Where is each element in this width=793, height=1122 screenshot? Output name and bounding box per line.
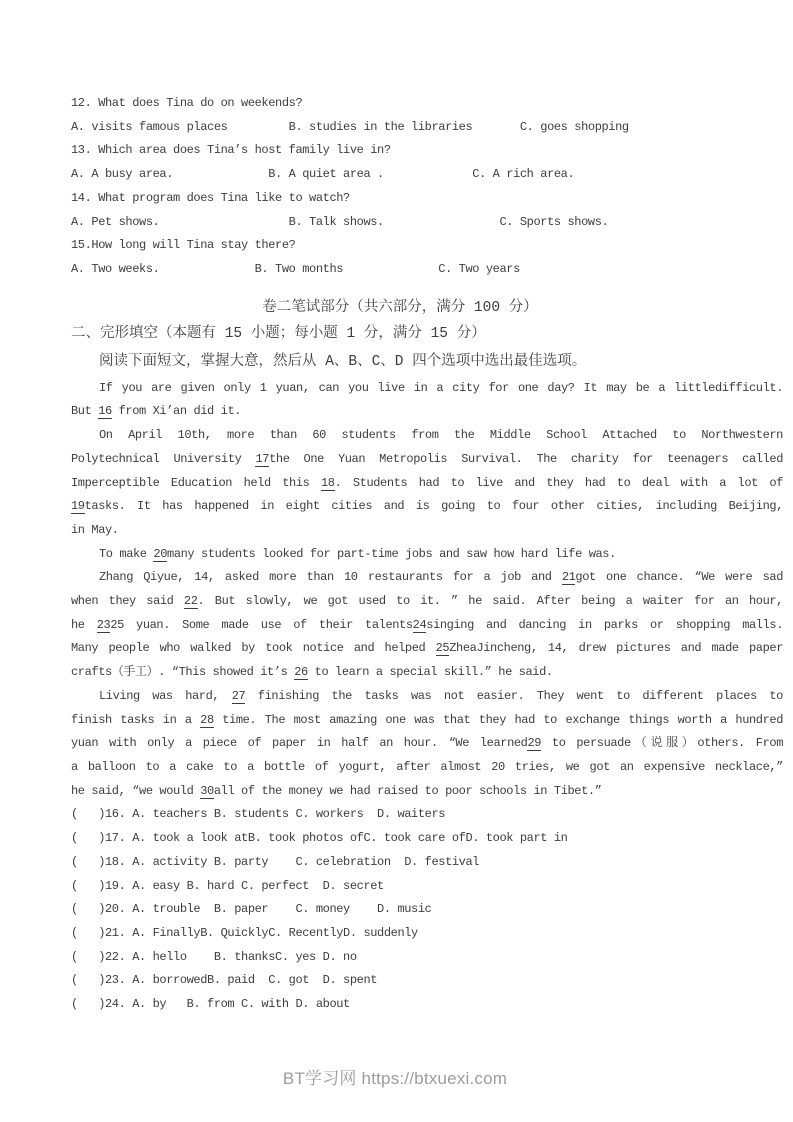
text-line: 15.How long will Tina stay there? (71, 238, 296, 253)
cloze-blank: 29 (527, 736, 542, 751)
cloze-blank: 26 (294, 665, 308, 680)
text-line: A. A busy area. B. A quiet area . C. A rich area. (71, 167, 575, 182)
text-line: he 2325 yuan. Some made use of their talents24singing and dancing in parks or shopping malls. (71, 617, 784, 632)
text-line: crafts（手工）. “This showed it’s 26 to learn a special skill.” he said. (71, 665, 553, 680)
cloze-blank: 25 (435, 641, 450, 656)
text-line: ( )17. A. took a look atB. took photos ofC. took care ofD. took part in (71, 831, 568, 846)
text-line: ( )21. A. FinallyB. QuicklyC. RecentlyD. suddenly (71, 925, 418, 940)
cloze-blank: 17 (255, 451, 270, 466)
part2-title: 卷二笔试部分（共六部分，满分 100 分） (262, 299, 538, 316)
cloze-blank: 19 (71, 499, 85, 514)
text-line: A. visits famous places B. studies in the libraries C. goes shopping (71, 119, 629, 134)
text-line: 14. What program does Tina like to watch? (71, 190, 350, 205)
text-line: when they said 22. But slowly, we got used to it. ” he said. After being a waiter for an hour, (71, 594, 783, 609)
text-line: Polytechnical University 17the One Yuan Metropolis Survival. The charity for teenagers called (71, 451, 783, 466)
text-line: To make 20many students looked for part-time jobs and saw how hard life was. (99, 546, 616, 561)
text-line: ( )19. A. easy B. hard C. perfect D. secret (71, 878, 384, 893)
text-line: ( )24. A. by B. from C. with D. about (71, 997, 350, 1012)
text-line: a balloon to a cake to a bottle of yogurt, after almost 20 tries, we got an expensive necklace,” (71, 759, 783, 774)
text-line: 19tasks. It has happened in eight cities and is going to four other cities, including Beijing, (71, 499, 783, 514)
text-line: ( )23. A. borrowedB. paid C. got D. spent (71, 973, 378, 988)
site-footer-watermark: BT学习网 https://btxuexi.com (282, 1068, 508, 1088)
cloze-options-section (71, 803, 783, 1016)
passage-paragraph (71, 566, 783, 685)
cloze-blank: 16 (98, 404, 112, 419)
text-line: 13. Which area does Tina’s host family live in? (71, 143, 391, 158)
cloze-blank: 27 (231, 688, 246, 703)
text-line: A. Two weeks. B. Two months C. Two years (71, 261, 520, 276)
text-line: yuan with only a piece of paper in half an hour. “We learned29 to persuade（说服）others. From (71, 736, 783, 751)
cloze-blank: 21 (561, 570, 576, 585)
cloze-blank: 28 (200, 712, 214, 727)
text-line: ( )22. A. hello B. thanksC. yes D. no (71, 949, 357, 964)
text-line: ( )16. A. teachers B. students C. workers D. waiters (71, 807, 446, 822)
text-line: A. Pet shows. B. Talk shows. C. Sports shows. (71, 214, 609, 229)
text-line: But 16 from Xi’an did it. (71, 404, 242, 419)
text-line: Many people who walked by took notice and helped 25ZheaJincheng, 14, drew pictures and made paper (71, 641, 783, 656)
cloze-blank: 24 (412, 617, 427, 632)
text-line: 12. What does Tina do on weekends? (71, 96, 303, 110)
text-line: Zhang Qiyue, 14, asked more than 10 restaurants for a job and 21got one chance. “We were sad (99, 570, 783, 585)
text-line: ( )18. A. activity B. party C. celebration D. festival (71, 854, 480, 869)
cloze-blank: 23 (96, 617, 111, 632)
cloze-blank: 18 (320, 475, 335, 490)
passage-paragraph (71, 685, 783, 804)
listening-questions-section (71, 92, 783, 282)
cloze-blank: 30 (200, 783, 214, 798)
passage-paragraph (71, 424, 783, 543)
text-line: he said, “we would 30all of the money we had raised to poor schools in Tibet.” (71, 783, 602, 798)
cloze-section-heading: 二、完形填空（本题有 15 小题；每小题 1 分，满分 15 分） (71, 326, 486, 343)
passage-paragraph (71, 543, 783, 567)
text-line: On April 10th, more than 60 students from the Middle School Attached to Northwestern (99, 428, 783, 443)
cloze-blank: 22 (183, 594, 198, 609)
passage-paragraph (71, 377, 783, 424)
cloze-passage (71, 377, 783, 804)
text-line: Living was hard, 27 finishing the tasks was not easier. They went to different places to (99, 688, 783, 703)
cloze-instruction: 阅读下面短文，掌握大意，然后从 A、B、C、D 四个选项中选出最佳选项。 (99, 354, 587, 371)
text-line: ( )20. A. trouble B. paper C. money D. music (71, 902, 432, 917)
text-line: Imperceptible Education held this 18. Students had to live and they had to deal with a lot of (71, 475, 783, 490)
text-line: in May. (71, 522, 119, 537)
text-line: If you are given only 1 yuan, can you live in a city for one day? It may be a littledifficult. (99, 380, 783, 395)
text-line: finish tasks in a 28 time. The most amazing one was that they had to exchange things worth a hundred (71, 712, 783, 727)
cloze-blank: 20 (153, 546, 168, 561)
